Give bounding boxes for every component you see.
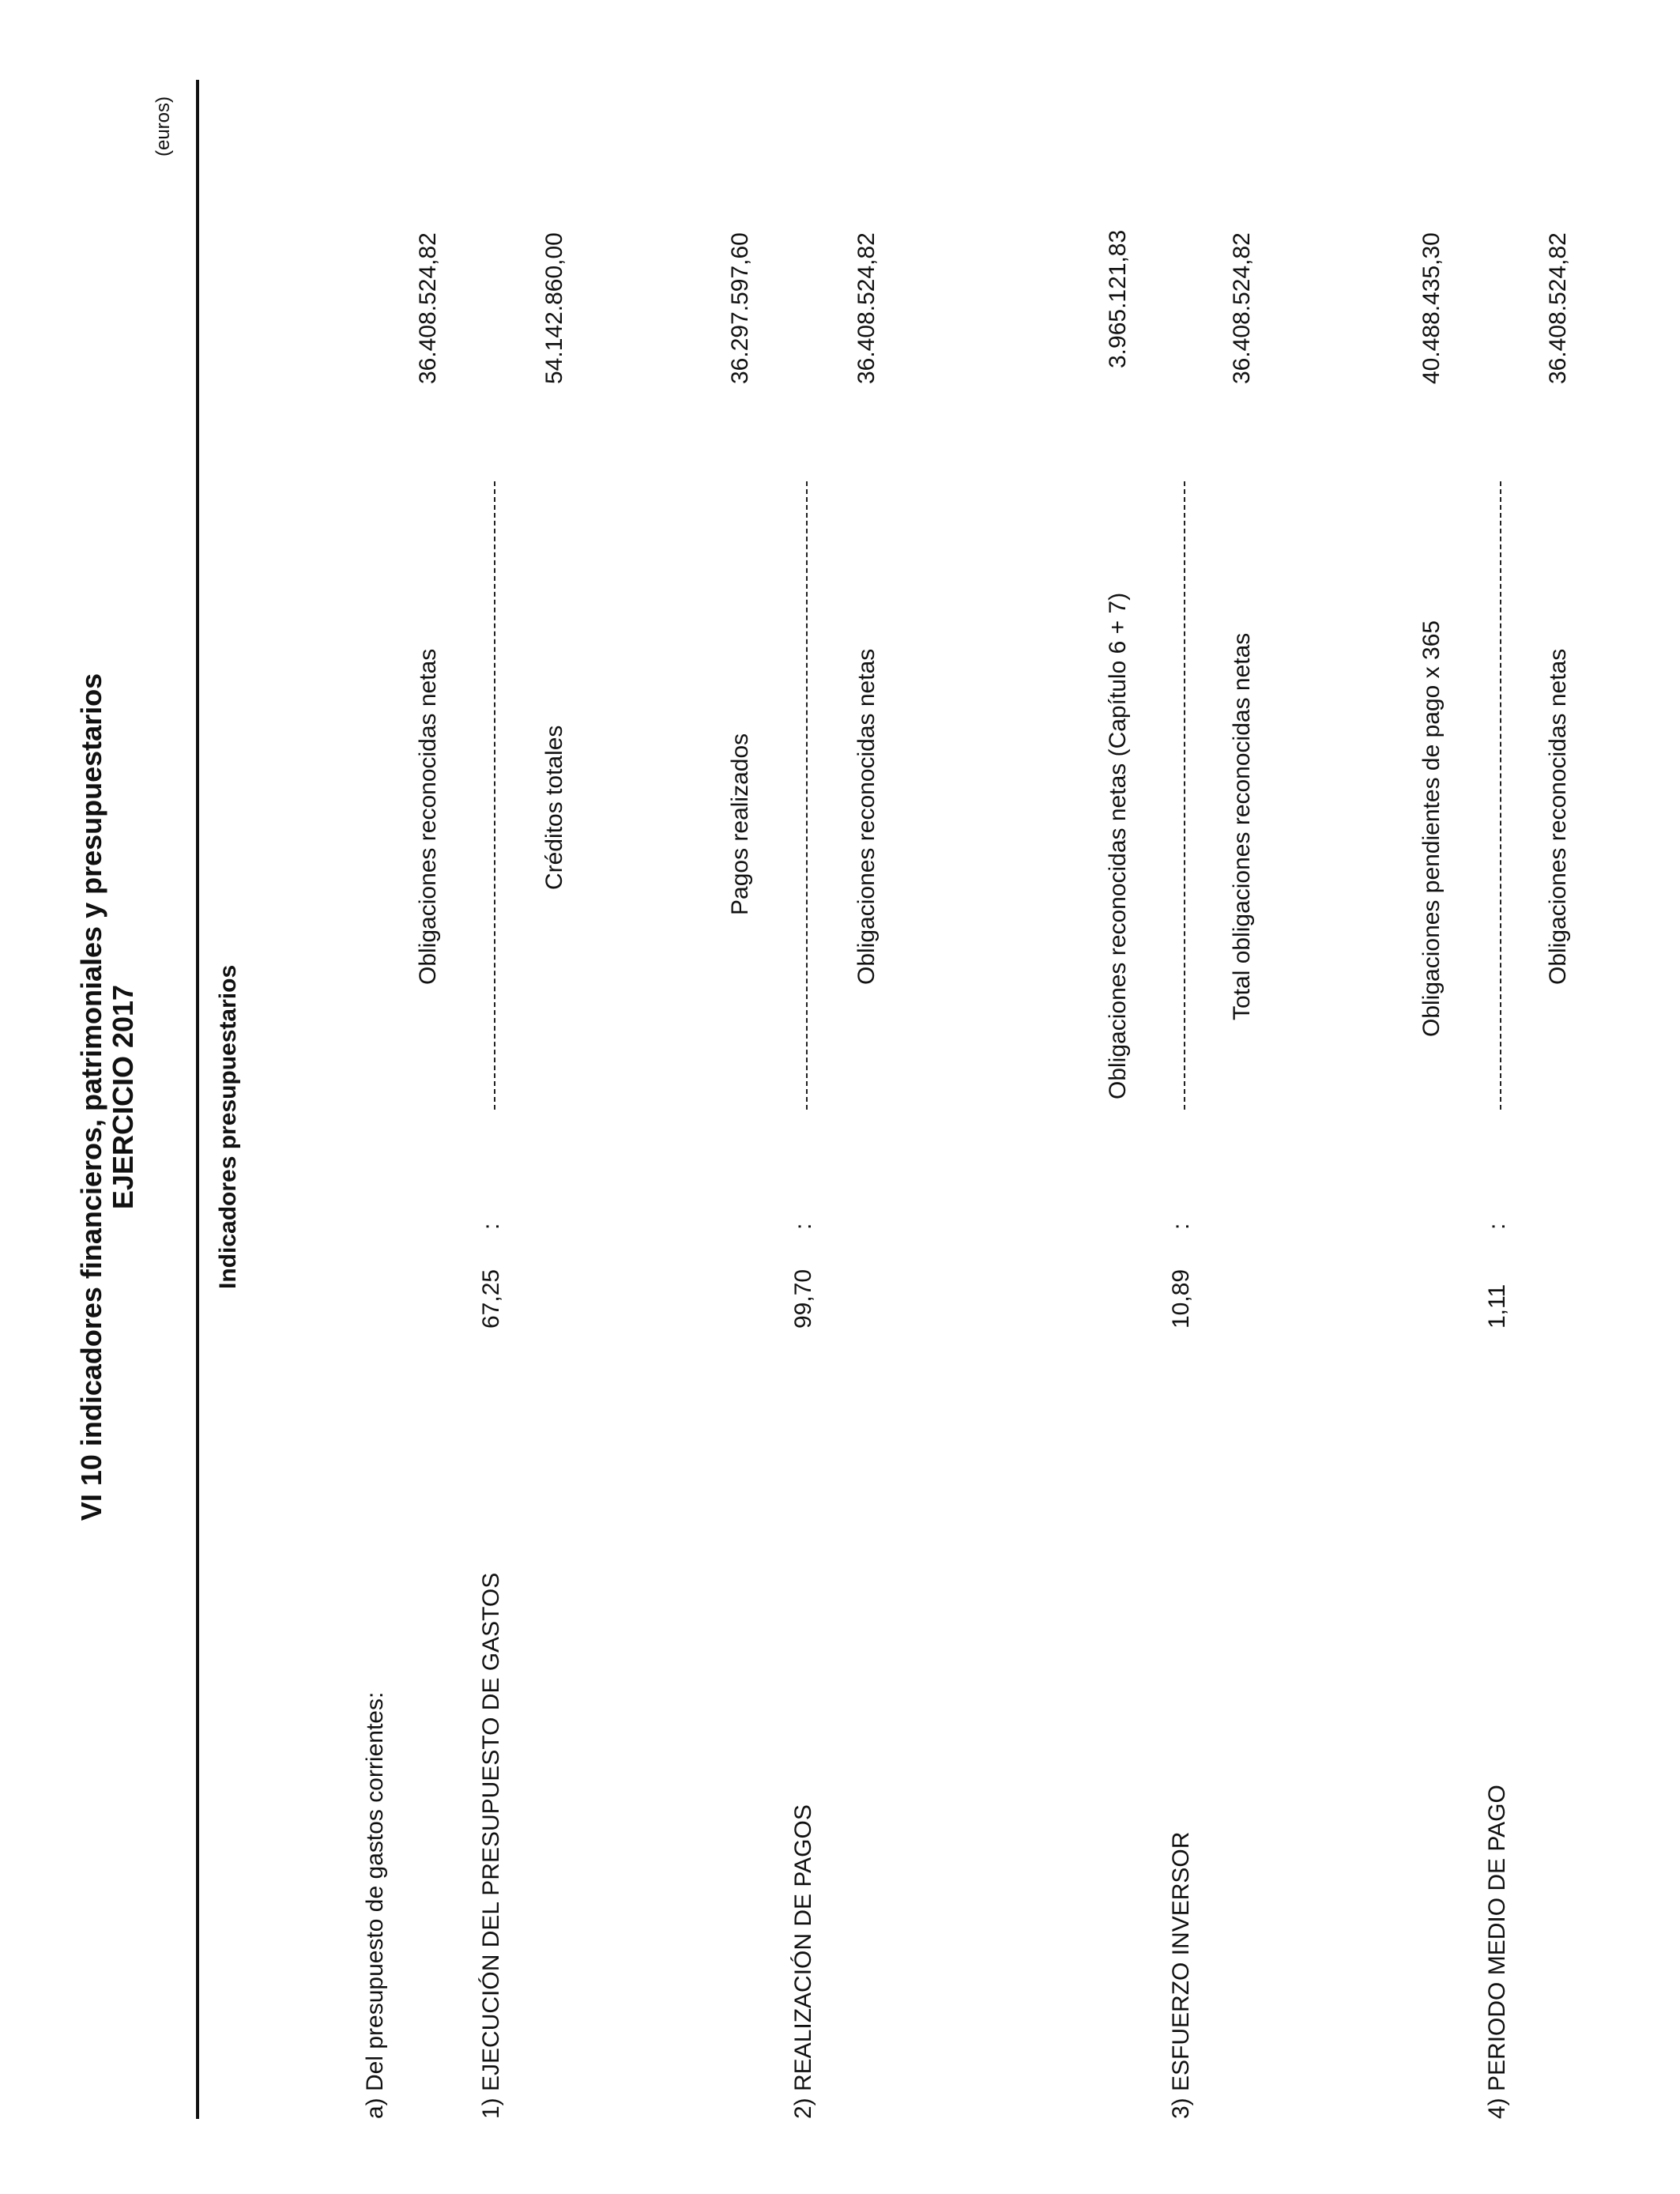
- indicator-colon: :: [478, 1223, 504, 1230]
- indicator-value: 1,11: [1484, 1284, 1510, 1329]
- indicator-colon: :: [790, 1223, 816, 1230]
- indicator-name: 4) PERIODO MEDIO DE PAGO: [1484, 1785, 1510, 2119]
- denominator-value: 54.142.860,00: [541, 232, 567, 384]
- indicator-value: 99,70: [790, 1269, 816, 1329]
- denominator-value: 36.408.524,82: [1545, 232, 1571, 384]
- section-title: Indicadores presupuestarios: [215, 964, 241, 1289]
- denominator-label: Créditos totales: [541, 725, 567, 890]
- indicator-colon: :: [1168, 1223, 1194, 1230]
- numerator-label: Obligaciones reconocidas netas: [415, 648, 441, 985]
- denominator-label: Total obligaciones reconocidas netas: [1229, 632, 1255, 1020]
- indicator-name: 2) REALIZACIÓN DE PAGOS: [790, 1804, 816, 2119]
- denominator-label: Obligaciones reconocidas netas: [853, 648, 880, 985]
- numerator-value: 36.408.524,82: [415, 232, 441, 384]
- indicator-name: 1) EJECUCIÓN DEL PRESUPUESTO DE GASTOS: [478, 1572, 504, 2119]
- fraction-line: [1500, 481, 1501, 1110]
- currency-note: (euros): [153, 96, 174, 156]
- numerator-label: Pagos realizados: [727, 733, 753, 915]
- denominator-value: 36.408.524,82: [853, 232, 880, 384]
- indicator-value: 67,25: [478, 1269, 504, 1329]
- fraction-line: [1184, 481, 1185, 1110]
- fraction-line: [806, 481, 808, 1110]
- document-title: VI 10 indicadores financieros, patrimoniales y presupuestarios: [75, 673, 107, 1521]
- indicator-name: 3) ESFUERZO INVERSOR: [1168, 1831, 1194, 2119]
- numerator-label: Obligaciones reconocidas netas (Capítulo 6 + 7): [1105, 592, 1131, 1099]
- denominator-label: Obligaciones reconocidas netas: [1545, 648, 1571, 985]
- top-rule: [196, 80, 199, 2119]
- subsection-label: a) Del presupuesto de gastos corrientes:: [362, 1691, 388, 2119]
- denominator-value: 36.408.524,82: [1229, 232, 1255, 384]
- numerator-label: Obligaciones pendientes de pago x 365: [1418, 620, 1445, 1037]
- indicator-value: 10,89: [1168, 1269, 1194, 1329]
- numerator-value: 36.297.597,60: [727, 232, 753, 384]
- document-subtitle: EJERCICIO 2017: [107, 984, 139, 1210]
- numerator-value: 40.488.435,30: [1418, 232, 1445, 384]
- numerator-value: 3.965.121,83: [1105, 229, 1131, 368]
- fraction-line: [494, 481, 495, 1110]
- indicator-colon: :: [1484, 1223, 1510, 1230]
